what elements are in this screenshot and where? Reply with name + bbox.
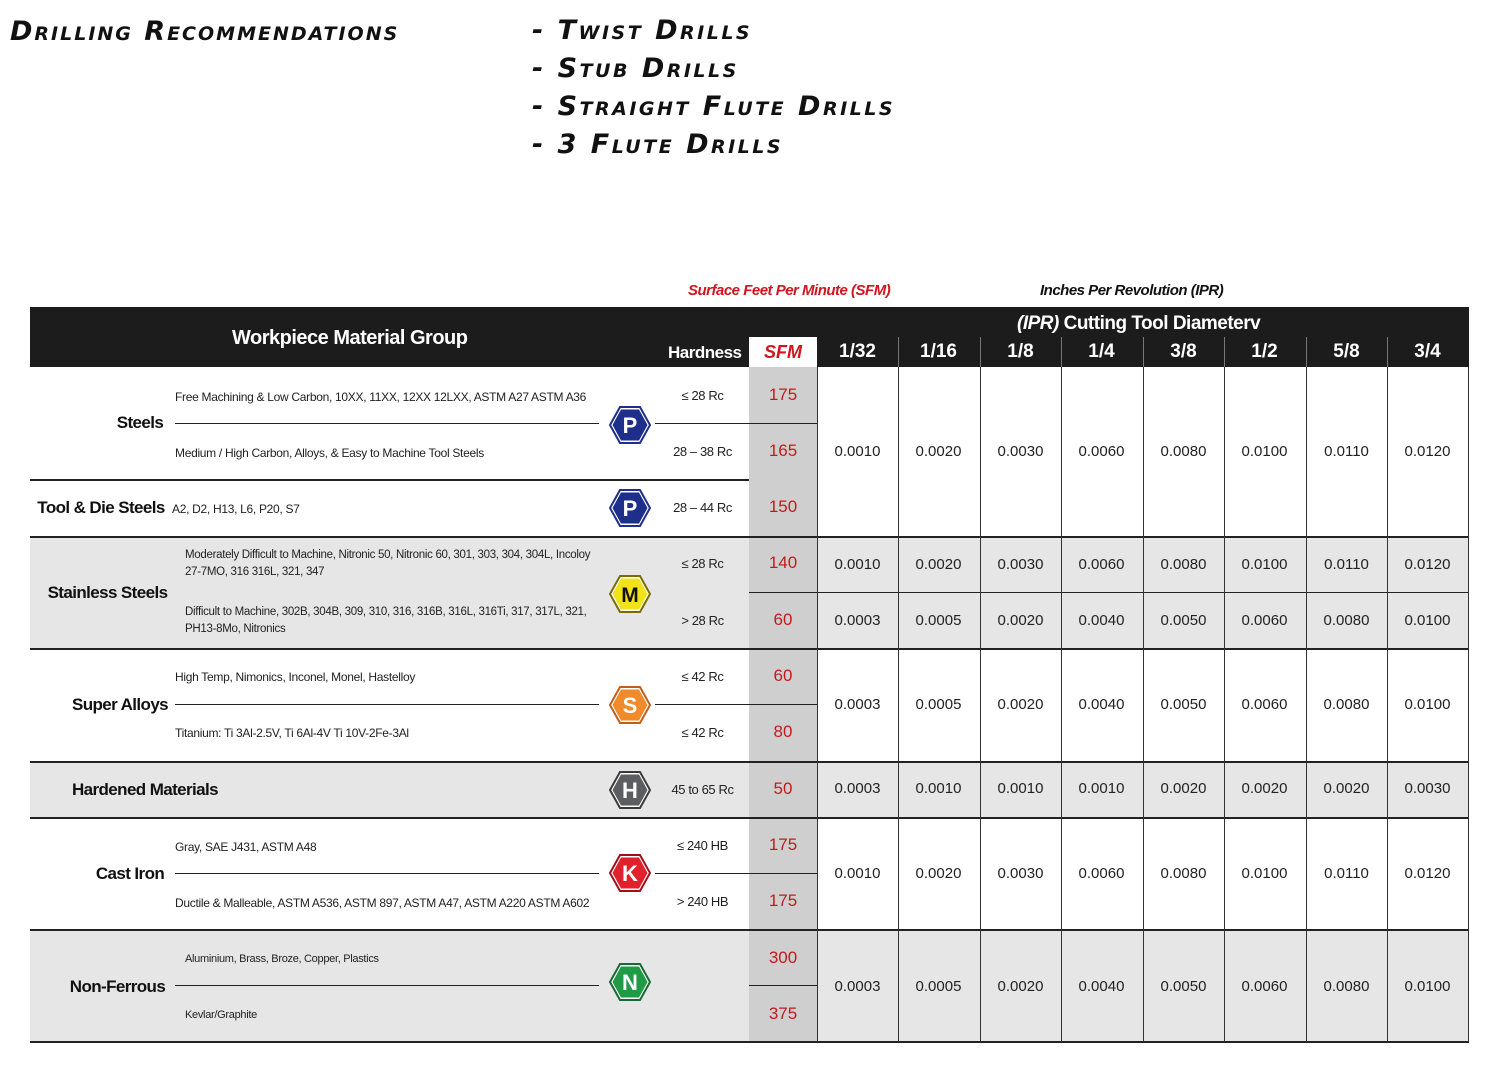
row-divider <box>749 592 1469 593</box>
header-divider <box>898 337 899 367</box>
sfm-value: 300 <box>768 948 798 967</box>
table-header <box>30 307 1469 367</box>
ipr-value-cell: 0.0060 <box>1078 556 1125 573</box>
ipr-value-cell: 0.0100 <box>1404 978 1451 995</box>
ipr-header-title: Cutting Tool Diameterv <box>1058 313 1261 334</box>
material-description: Free Machining & Low Carbon, 10XX, 11XX, 12XX 12LXX, ASTM A27 ASTM A36 <box>175 390 587 404</box>
ipr-value-cell: 0.0030 <box>1404 780 1451 797</box>
page-title: Drilling Recommendations <box>10 16 400 47</box>
ipr-value-cell: 0.0010 <box>834 443 881 460</box>
ipr-value-cell: 0.0020 <box>997 978 1044 995</box>
ipr-header-prefix: (IPR) <box>1017 313 1059 334</box>
ipr-value-cell: 0.0030 <box>997 556 1044 573</box>
drill-type-item: - Stub Drills <box>532 53 739 84</box>
m-badge-letter: M <box>621 584 639 607</box>
ipr-value-cell: 0.0050 <box>1160 696 1207 713</box>
ipr-value-cell: 0.0110 <box>1324 443 1369 460</box>
header-divider <box>1387 337 1388 367</box>
ipr-caption: Inches Per Revolution (IPR) <box>1040 282 1224 299</box>
sfm-value: 175 <box>768 835 798 854</box>
sub-row-rule <box>655 704 749 705</box>
ipr-value-cell: 0.0010 <box>1078 780 1125 797</box>
ipr-value-cell: 0.0003 <box>834 978 881 995</box>
ipr-value-cell: 0.0120 <box>1404 865 1451 882</box>
sub-row-rule <box>175 873 599 874</box>
ipr-value-cell: 0.0005 <box>915 612 962 629</box>
group-super-alloys: Super Alloys <box>71 695 169 714</box>
diameter-col-header: 1/32 <box>839 341 876 362</box>
section-divider <box>30 761 1469 763</box>
hardness-value: ≤ 240 HB <box>677 838 728 853</box>
ipr-value-cell: 0.0010 <box>915 780 962 797</box>
diameter-col-header: 3/8 <box>1170 341 1197 362</box>
sub-row-rule <box>175 985 599 986</box>
ipr-value-cell: 0.0010 <box>834 556 881 573</box>
ipr-value-cell: 0.0040 <box>1078 696 1125 713</box>
k-badge-icon <box>609 853 651 893</box>
n-badge-icon <box>609 962 651 1002</box>
n-badge-letter: N <box>622 970 638 995</box>
drill-type-item: - Twist Drills <box>532 15 753 46</box>
sfm-value: 50 <box>773 779 793 798</box>
ipr-value-cell: 0.0040 <box>1078 978 1125 995</box>
material-description: High Temp, Nimonics, Inconel, Monel, Hastelloy <box>175 670 416 684</box>
ipr-value-cell: 0.0005 <box>915 978 962 995</box>
hardness-value: > 240 HB <box>676 894 729 909</box>
ipr-value-cell: 0.0020 <box>915 865 962 882</box>
row-divider <box>749 873 817 874</box>
hardness-value: 28 – 38 Rc <box>673 444 732 459</box>
group-cast-iron: Cast Iron <box>95 864 165 883</box>
sub-row-rule <box>655 423 749 424</box>
hardness-value: ≤ 28 Rc <box>681 556 724 571</box>
ipr-value-cell: 0.0110 <box>1324 556 1369 573</box>
ipr-value-cell: 0.0080 <box>1323 696 1370 713</box>
sfm-value: 80 <box>773 722 793 741</box>
m-badge-icon <box>609 574 651 614</box>
hardness-header: Hardness <box>668 343 742 362</box>
hardness-value: 45 to 65 Rc <box>671 782 734 797</box>
drill-type-item: - 3 Flute Drills <box>532 129 784 160</box>
material-description: Titanium: Ti 3Al-2.5V, Ti 6Al-4V Ti 10V-2Fe-3Al <box>175 726 409 740</box>
section-divider <box>30 648 1469 650</box>
header-divider <box>1224 337 1225 367</box>
h-badge-letter: H <box>622 778 638 803</box>
ipr-value-cell: 0.0120 <box>1404 556 1451 573</box>
ipr-value-cell: 0.0100 <box>1241 443 1288 460</box>
ipr-value-cell: 0.0020 <box>1241 780 1288 797</box>
ipr-value-cell: 0.0020 <box>997 696 1044 713</box>
ipr-value-cell: 0.0050 <box>1160 612 1207 629</box>
ipr-value-cell: 0.0080 <box>1160 556 1207 573</box>
hardness-value: > 28 Rc <box>681 613 724 628</box>
s-badge-letter: S <box>622 693 638 718</box>
row-divider <box>749 704 817 705</box>
material-description: Aluminium, Brass, Broze, Copper, Plastics <box>185 953 379 965</box>
group-tool-die-steels: Tool & Die Steels <box>37 498 165 517</box>
group-hardened-materials: Hardened Materials <box>71 780 219 799</box>
ipr-value-cell: 0.0080 <box>1160 865 1207 882</box>
ipr-value-cell: 0.0100 <box>1404 612 1451 629</box>
group-stainless-steels: Stainless Steels <box>47 583 168 602</box>
diameter-col-header: 1/16 <box>920 341 957 362</box>
p-badge-letter: P <box>622 413 638 438</box>
header-divider <box>1061 337 1062 367</box>
material-description: Ductile & Malleable, ASTM A536, ASTM 897, ASTM A47, ASTM A220 ASTM A602 <box>175 896 590 910</box>
ipr-value-cell: 0.0020 <box>997 612 1044 629</box>
ipr-value-cell: 0.0020 <box>1160 780 1207 797</box>
material-description: Moderately Difficult to Machine, Nitronic 50, Nitronic 60, 301, 303, 304, 304L, Incoloy 27-7MO, 316 316L, 321, 347 <box>185 549 591 578</box>
diameter-col-header: 1/4 <box>1088 341 1115 362</box>
ipr-value-cell: 0.0020 <box>915 443 962 460</box>
material-description: Difficult to Machine, 302B, 304B, 309, 310, 316, 316B, 316L, 316Ti, 317, 317L, 321, PH13-8Mo, Nitronics <box>185 606 587 635</box>
material-group-header: Workpiece Material Group <box>232 327 468 349</box>
hardness-value: ≤ 28 Rc <box>681 388 724 403</box>
ipr-value-cell: 0.0060 <box>1241 696 1288 713</box>
ipr-value-cell: 0.0100 <box>1241 556 1288 573</box>
ipr-value-cell: 0.0080 <box>1323 612 1370 629</box>
sfm-value: 60 <box>773 610 793 629</box>
ipr-value-cell: 0.0060 <box>1241 978 1288 995</box>
ipr-value-cell: 0.0050 <box>1160 978 1207 995</box>
ipr-value-cell: 0.0060 <box>1078 865 1125 882</box>
header-divider <box>1306 337 1307 367</box>
p-badge-letter: P <box>622 496 638 521</box>
ipr-value-cell: 0.0100 <box>1404 696 1451 713</box>
diameter-col-header: 1/2 <box>1251 341 1278 362</box>
row-divider <box>749 423 817 424</box>
ipr-value-cell: 0.0100 <box>1241 865 1288 882</box>
hardness-value: ≤ 42 Rc <box>681 725 724 740</box>
section-divider <box>30 817 1469 819</box>
ipr-value-cell: 0.0003 <box>834 780 881 797</box>
section-divider <box>30 536 1469 538</box>
header-divider <box>980 337 981 367</box>
ipr-value-cell: 0.0080 <box>1323 978 1370 995</box>
section-divider <box>30 929 1469 931</box>
ipr-value-cell: 0.0010 <box>997 780 1044 797</box>
sfm-caption: Surface Feet Per Minute (SFM) <box>688 282 891 299</box>
material-description: Medium / High Carbon, Alloys, & Easy to Machine Tool Steels <box>175 446 484 460</box>
sfm-header: SFM <box>749 337 817 367</box>
ipr-value-cell: 0.0003 <box>834 612 881 629</box>
hardness-value: ≤ 42 Rc <box>681 669 724 684</box>
ipr-value-cell: 0.0120 <box>1404 443 1451 460</box>
s-badge-icon <box>609 685 651 725</box>
diameter-col-header: 3/4 <box>1414 341 1441 362</box>
sub-row-rule <box>175 423 599 424</box>
sfm-value: 175 <box>768 385 798 404</box>
ipr-value-cell: 0.0030 <box>997 443 1044 460</box>
row-divider <box>30 479 749 481</box>
ipr-header <box>1017 313 1260 335</box>
ipr-value-cell: 0.0005 <box>915 696 962 713</box>
header-divider <box>1143 337 1144 367</box>
ipr-value-cell: 0.0060 <box>1078 443 1125 460</box>
sfm-value: 60 <box>773 666 793 685</box>
p-badge-icon <box>609 488 651 528</box>
sfm-value: 375 <box>768 1004 798 1023</box>
ipr-value-cell: 0.0030 <box>997 865 1044 882</box>
ipr-value-cell: 0.0020 <box>915 556 962 573</box>
p-badge-icon <box>609 405 651 445</box>
drill-types-list <box>532 14 895 166</box>
ipr-value-cell: 0.0060 <box>1241 612 1288 629</box>
ipr-value-cell: 0.0010 <box>834 865 881 882</box>
material-description: A2, D2, H13, L6, P20, S7 <box>172 502 300 516</box>
sfm-value: 140 <box>768 553 798 572</box>
k-badge-letter: K <box>622 861 638 886</box>
diameter-col-header: 1/8 <box>1007 341 1034 362</box>
ipr-value-cell: 0.0080 <box>1160 443 1207 460</box>
ipr-value-cell: 0.0003 <box>834 696 881 713</box>
sfm-value: 150 <box>768 497 798 516</box>
row-divider <box>749 985 817 986</box>
ipr-value-cell: 0.0020 <box>1323 780 1370 797</box>
table-bottom-border <box>30 1041 1469 1043</box>
h-badge-icon <box>609 770 651 810</box>
sub-row-rule <box>655 873 749 874</box>
hardness-value: 28 – 44 Rc <box>673 500 732 515</box>
group-steels: Steels <box>116 413 164 432</box>
ipr-value-cell: 0.0040 <box>1078 612 1125 629</box>
ipr-value-cell: 0.0110 <box>1324 865 1369 882</box>
diameter-col-header: 5/8 <box>1333 341 1360 362</box>
material-description: Kevlar/Graphite <box>185 1009 257 1021</box>
column-divider <box>1468 367 1469 1042</box>
group-non-ferrous: Non-Ferrous <box>69 977 166 996</box>
sfm-value: 175 <box>768 891 798 910</box>
sub-row-rule <box>175 704 599 705</box>
sfm-value: 165 <box>768 441 798 460</box>
drill-type-item: - Straight Flute Drills <box>532 91 896 122</box>
material-description: Gray, SAE J431, ASTM A48 <box>175 840 317 854</box>
